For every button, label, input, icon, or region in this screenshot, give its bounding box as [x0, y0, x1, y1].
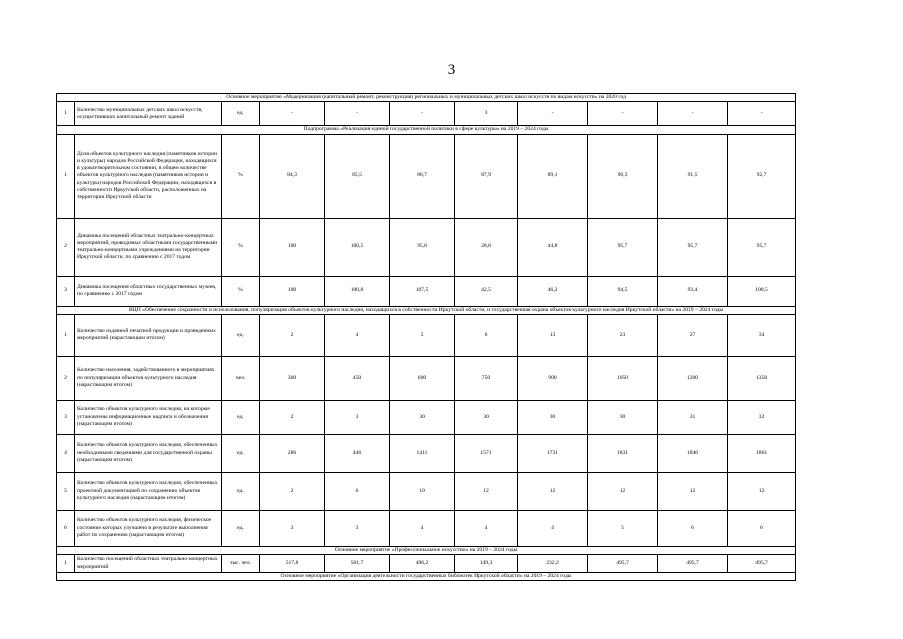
indicators-table: [56, 93, 796, 581]
value-cell: 900: [518, 356, 588, 400]
value-cell: 100: [260, 276, 325, 306]
value-cell: 5: [390, 314, 455, 356]
indicator-name: Количество объектов культурного наследия, обеспеченных необходимыми сведениями для государственной охраны (нарастающим итогом): [75, 434, 222, 472]
value-cell: 91,5: [658, 134, 728, 218]
unit-of-measure: ед.: [222, 102, 260, 126]
value-cell: 107,5: [390, 276, 455, 306]
indicator-name: Количество объектов культурного наследия, обеспеченных проектной документацией по сохранению объектов культурного наследия (нарастающим итогом): [75, 472, 222, 510]
table-row: [57, 510, 796, 546]
indicator-name: Динамика посещения областных государственных музеев, по сравнению с 2017 годом: [75, 276, 222, 306]
unit-of-measure: ед.: [222, 314, 260, 356]
row-number: 1: [57, 102, 75, 126]
value-cell: 30: [588, 400, 658, 434]
indicator-name: Количество изданной печатной продукции и проведенных мероприятий (нарастающим итогом): [75, 314, 222, 356]
table-row: [57, 356, 796, 400]
section-header-row: [57, 573, 796, 581]
value-cell: 27: [658, 314, 728, 356]
value-cell: 1731: [518, 434, 588, 472]
indicator-name: Количество посещений областных театрально-концертных мероприятий: [75, 555, 222, 573]
value-cell: 95,8: [390, 218, 455, 276]
unit-of-measure: ед.: [222, 434, 260, 472]
row-number: 6: [57, 510, 75, 546]
value-cell: 1861: [728, 434, 796, 472]
section-header-row: [57, 306, 796, 314]
row-number: 1: [57, 134, 75, 218]
value-cell: 23: [588, 314, 658, 356]
table-row: [57, 434, 796, 472]
value-cell: 3: [260, 510, 325, 546]
value-cell: 6: [325, 472, 390, 510]
value-cell: 495,7: [658, 555, 728, 573]
value-cell: 6: [728, 510, 796, 546]
value-cell: 149,3: [455, 555, 518, 573]
row-number: 3: [57, 400, 75, 434]
value-cell: 44,8: [518, 218, 588, 276]
indicator-name: Количество объектов культурного наследия, физическое состояние которых улучшено в результате выполнения работ по сохранению (нарастающим итогом): [75, 510, 222, 546]
value-cell: 6: [658, 510, 728, 546]
value-cell: 750: [455, 356, 518, 400]
value-cell: -: [518, 102, 588, 126]
row-number: 2: [57, 218, 75, 276]
value-cell: 300: [260, 356, 325, 400]
value-cell: 12: [588, 472, 658, 510]
value-cell: 86,7: [390, 134, 455, 218]
value-cell: 2: [260, 400, 325, 434]
value-cell: 34: [728, 314, 796, 356]
value-cell: 90,3: [588, 134, 658, 218]
value-cell: 85,5: [325, 134, 390, 218]
value-cell: 1200: [658, 356, 728, 400]
indicator-name: Доля объектов культурного наследия (памятников истории и культуры) народов Российской Федерации, находящихся в удовлетворительном состоянии, в общем количестве объектов культурного наследия (памятников истории и культуры) народов Российской Федерации, находящихся в собственности Иркутской области, расположенных на территории Иркутской области: [75, 134, 222, 218]
unit-of-measure: ед.: [222, 472, 260, 510]
value-cell: 12: [455, 472, 518, 510]
section-header-row: [57, 546, 796, 554]
value-cell: 5: [588, 510, 658, 546]
value-cell: -: [325, 102, 390, 126]
value-cell: 286: [260, 434, 325, 472]
value-cell: 12: [518, 472, 588, 510]
value-cell: 28,8: [455, 218, 518, 276]
value-cell: 232,2: [518, 555, 588, 573]
row-number: 2: [57, 356, 75, 400]
value-cell: 3: [455, 102, 518, 126]
section-header-row: [57, 126, 796, 134]
table-row: [57, 218, 796, 276]
section-header-row: [57, 94, 796, 102]
row-number: 1: [57, 555, 75, 573]
indicator-name: Количество населения, задействованного в мероприятиях по популяризации объектов культурного наследия (нарастающим итогом): [75, 356, 222, 400]
value-cell: 42,5: [455, 276, 518, 306]
value-cell: 1571: [455, 434, 518, 472]
value-cell: 30: [518, 400, 588, 434]
value-cell: 6: [455, 314, 518, 356]
value-cell: 32: [728, 400, 796, 434]
value-cell: 496,2: [390, 555, 455, 573]
value-cell: 4: [518, 510, 588, 546]
value-cell: 87,9: [455, 134, 518, 218]
value-cell: 12: [728, 472, 796, 510]
value-cell: 1846: [658, 434, 728, 472]
value-cell: 13: [518, 314, 588, 356]
table-row: [57, 555, 796, 573]
unit-of-measure: чел.: [222, 356, 260, 400]
indicator-name: Количество объектов культурного наследия, на которые установлены информационные надписи и обозначения (нарастающим итогом): [75, 400, 222, 434]
value-cell: 89,1: [518, 134, 588, 218]
value-cell: 1411: [390, 434, 455, 472]
value-cell: 495,7: [728, 555, 796, 573]
unit-of-measure: ед.: [222, 510, 260, 546]
value-cell: 100,8: [325, 276, 390, 306]
unit-of-measure: тыс. чел.: [222, 555, 260, 573]
value-cell: 2: [260, 472, 325, 510]
value-cell: 3: [325, 510, 390, 546]
value-cell: 92,7: [728, 134, 796, 218]
value-cell: 84,3: [260, 134, 325, 218]
indicator-name: Динамика посещений областных театрально-концертных мероприятий, проводимых областными государственными театрально-концертными учреждениями на территории Иркутской области, по сравнению с 2017 годом: [75, 218, 222, 276]
value-cell: -: [390, 102, 455, 126]
row-number: 3: [57, 276, 75, 306]
value-cell: -: [260, 102, 325, 126]
value-cell: 1350: [728, 356, 796, 400]
section-header: Основное мероприятие «Профессиональное искусство» на 2019 – 2024 годы: [57, 546, 796, 554]
table-row: [57, 400, 796, 434]
value-cell: 95,7: [658, 218, 728, 276]
indicator-name: Количество муниципальных детских школ искусств, осуществивших капитальный ремонт зданий: [75, 102, 222, 126]
table-row: [57, 102, 796, 126]
unit-of-measure: %: [222, 218, 260, 276]
value-cell: 4: [390, 510, 455, 546]
page-number: 3: [447, 62, 456, 78]
value-cell: 94,5: [588, 276, 658, 306]
value-cell: 30: [455, 400, 518, 434]
value-cell: -: [588, 102, 658, 126]
value-cell: 31: [658, 400, 728, 434]
table-row: [57, 472, 796, 510]
value-cell: 495,7: [588, 555, 658, 573]
section-header: ВЦП «Обеспечение сохранности и использования, популяризация объектов культурного наследия, находящихся в собственности Иркутской области, и государственная охрана объектов культурного наследия Иркутской области» на 2019 – 2024 годы: [57, 306, 796, 314]
row-number: 5: [57, 472, 75, 510]
table-row: [57, 314, 796, 356]
value-cell: 46,2: [518, 276, 588, 306]
value-cell: 108,5: [728, 276, 796, 306]
unit-of-measure: %: [222, 134, 260, 218]
value-cell: 2: [260, 314, 325, 356]
unit-of-measure: %: [222, 276, 260, 306]
value-cell: 100,5: [325, 218, 390, 276]
table-row: [57, 134, 796, 218]
value-cell: 446: [325, 434, 390, 472]
value-cell: 1831: [588, 434, 658, 472]
section-header: Основное мероприятие «Модернизация (капитальный ремонт, реконструкция) региональных и муниципальных детских школ искусств по видам искусств» на 2020 год: [57, 94, 796, 102]
value-cell: 12: [658, 472, 728, 510]
value-cell: 1050: [588, 356, 658, 400]
value-cell: 4: [325, 314, 390, 356]
section-header: Подпрограмма «Реализация единой государственной политики в сфере культуры» на 2019 – 2024 годы: [57, 126, 796, 134]
unit-of-measure: ед.: [222, 400, 260, 434]
value-cell: 95,7: [588, 218, 658, 276]
value-cell: 4: [455, 510, 518, 546]
table-row: [57, 276, 796, 306]
value-cell: 30: [390, 400, 455, 434]
value-cell: 517,8: [260, 555, 325, 573]
value-cell: 93,4: [658, 276, 728, 306]
value-cell: 600: [390, 356, 455, 400]
row-number: 4: [57, 434, 75, 472]
value-cell: -: [658, 102, 728, 126]
value-cell: 10: [390, 472, 455, 510]
value-cell: 95,7: [728, 218, 796, 276]
value-cell: 501,7: [325, 555, 390, 573]
section-header: Основное мероприятие «Организация деятельности государственных библиотек Иркутской области» на 2019 – 2024 годы: [57, 573, 796, 581]
value-cell: 3: [325, 400, 390, 434]
value-cell: 100: [260, 218, 325, 276]
value-cell: 450: [325, 356, 390, 400]
row-number: 1: [57, 314, 75, 356]
value-cell: -: [728, 102, 796, 126]
